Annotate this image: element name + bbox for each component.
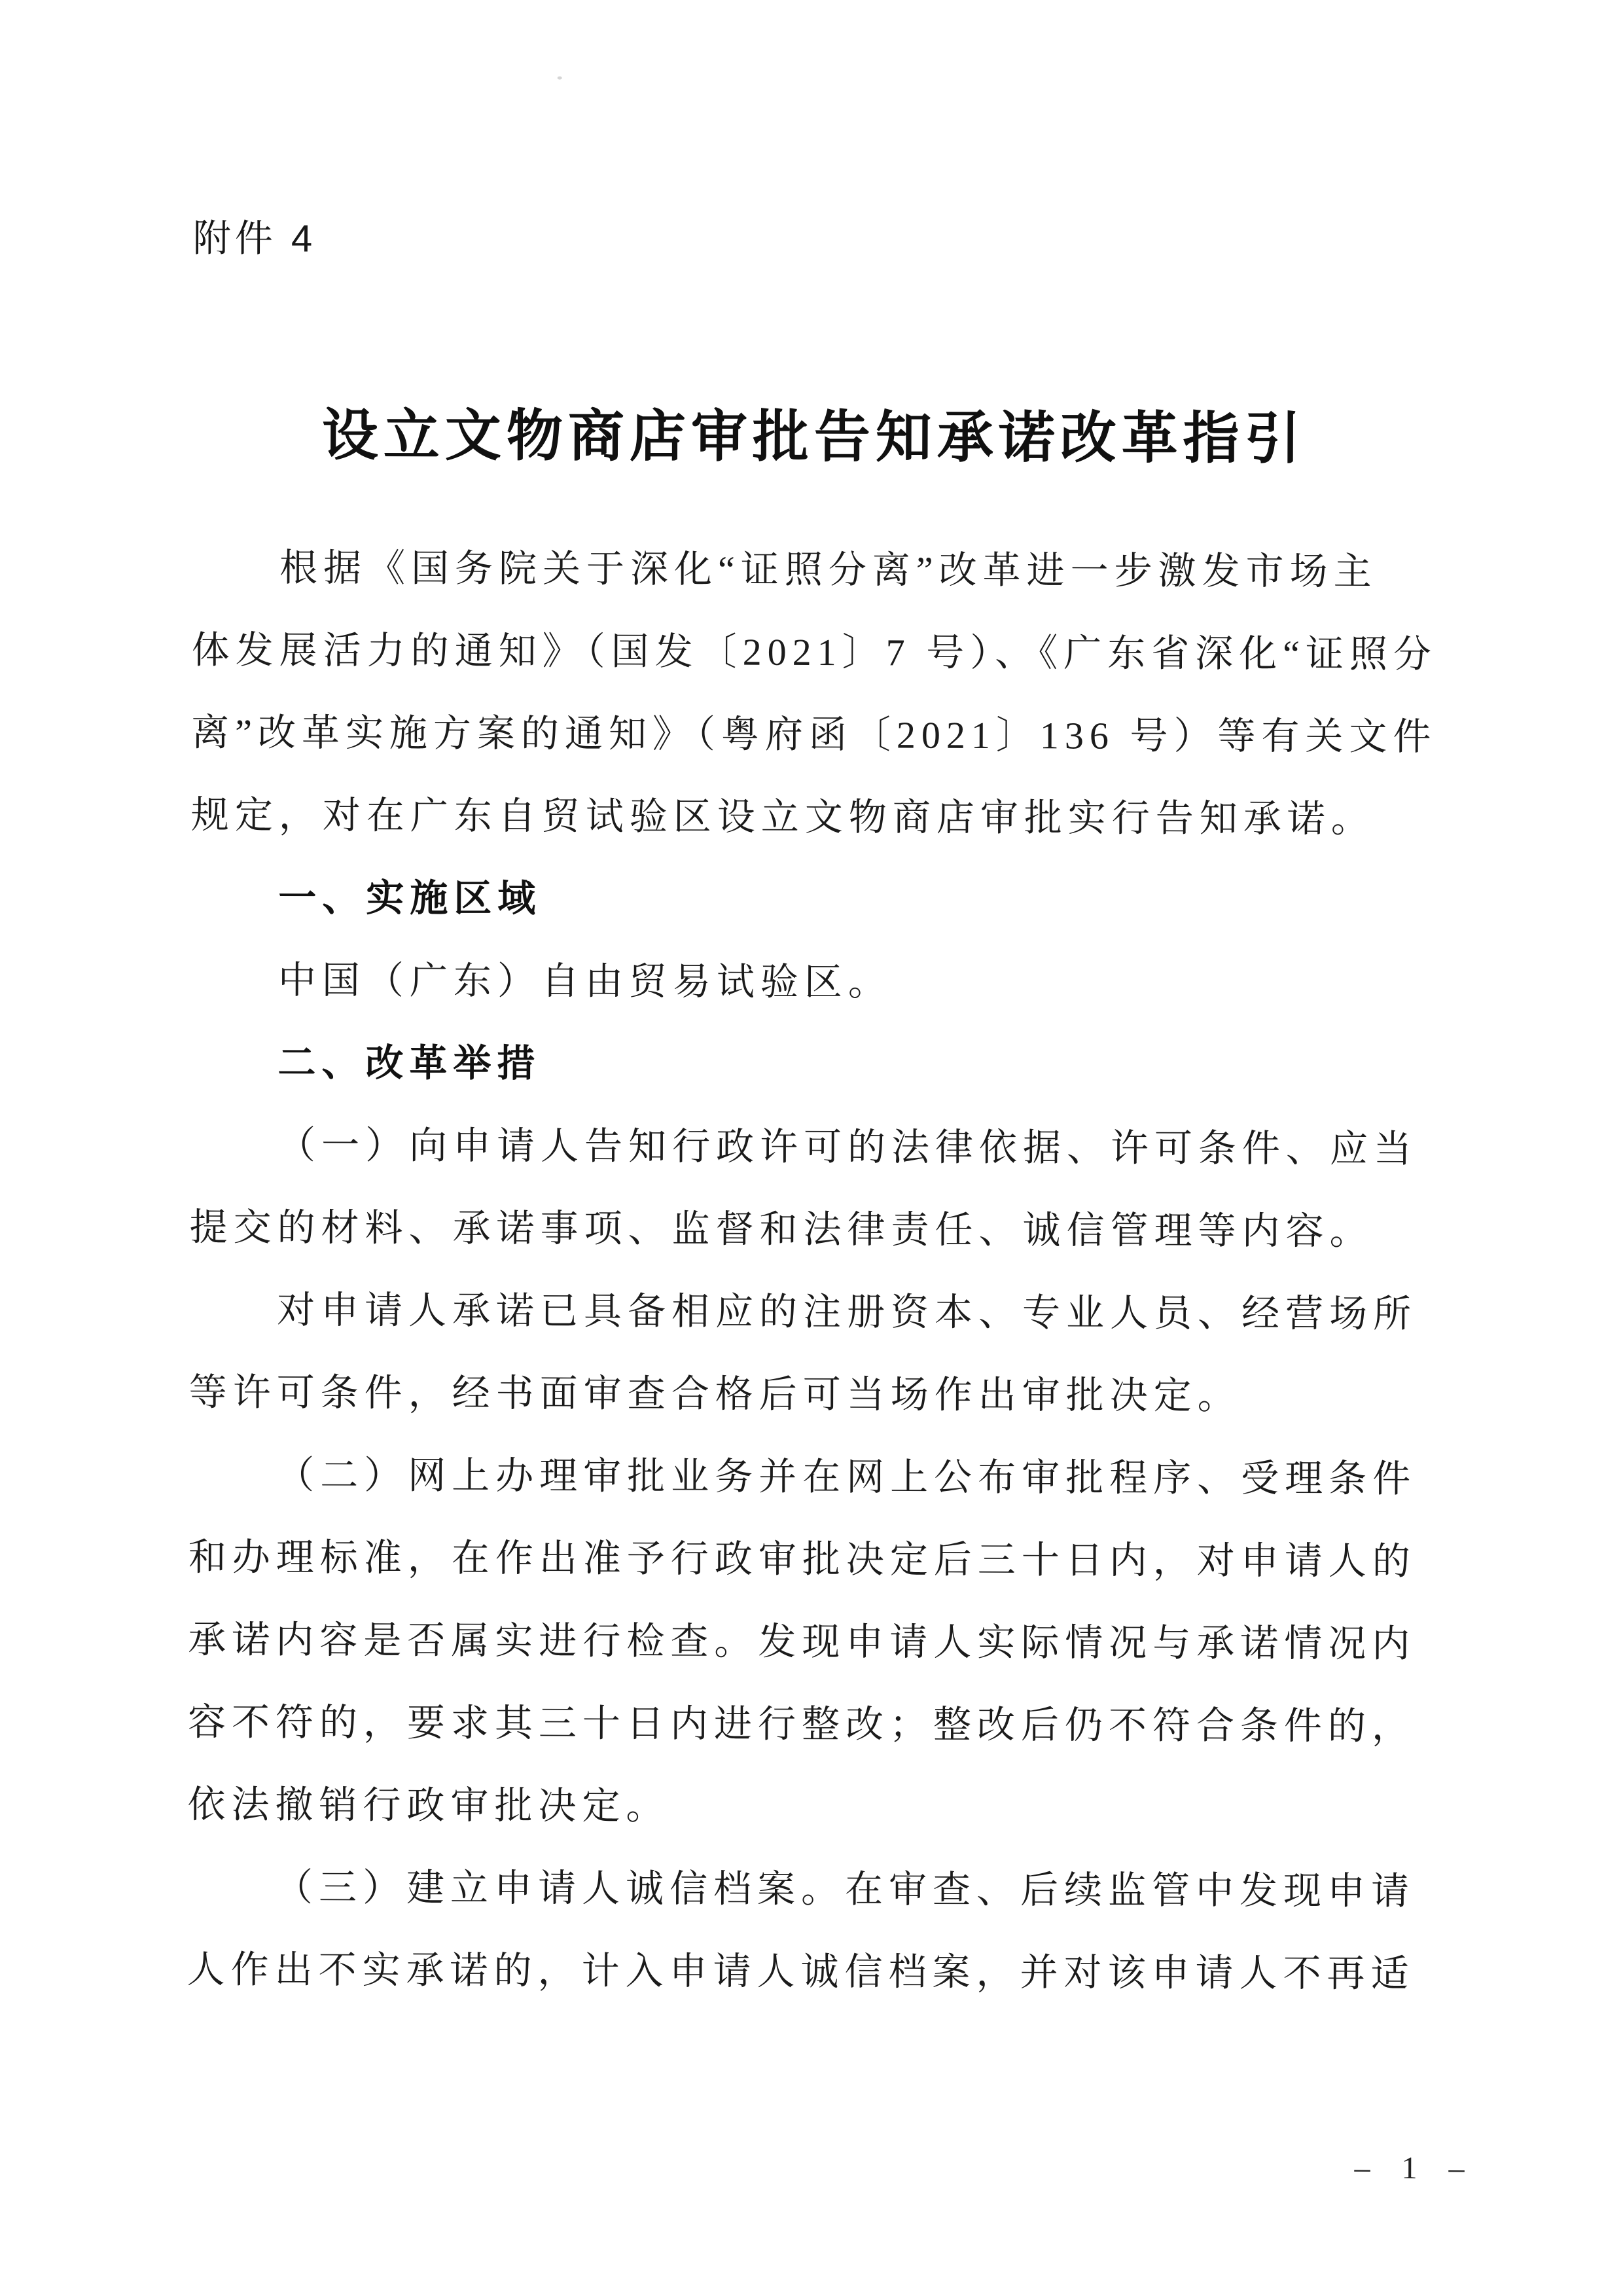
paragraph-line: 根据《国务院关于深化“证照分离”改革进一步激发市场主: [279, 547, 1378, 594]
paragraph-line: 承诺内容是否属实进行检查。发现申请人实际情况与承诺情况内: [188, 1618, 1416, 1666]
paragraph-line: 依法撤销行政审批决定。: [187, 1783, 670, 1828]
paragraph-line: 人作出不实承诺的，计入申请人诚信档案，并对该申请人不再适: [187, 1948, 1415, 1996]
paragraph-line: （一）向申请人告知行政许可的法律依据、许可条件、应当: [277, 1124, 1418, 1171]
attachment-label: 附件 4: [192, 217, 317, 260]
paragraph-line: 离”改革实施方案的通知》（粤府函〔2021〕136 号）等有关文件: [191, 711, 1437, 759]
paragraph-line: 对申请人承诺已具备相应的注册资本、专业人员、经营场所: [277, 1289, 1418, 1336]
paragraph-line: 提交的材料、承诺事项、监督和法律责任、诚信管理等内容。: [189, 1206, 1374, 1253]
paragraph-line: 和办理标准，在作出准予行政审批决定后三十日内，对申请人的: [188, 1535, 1416, 1583]
paragraph-line: （二）网上办理审批业务并在网上公布审批程序、受理条件: [276, 1454, 1417, 1501]
page-number: – 1 –: [1354, 2150, 1476, 2186]
paragraph-line: 规定，对在广东自贸试验区设立文物商店审批实行告知承诺。: [190, 793, 1375, 841]
document-body: [187, 527, 1438, 2016]
document-title: 设立文物商店审批告知承诺改革指引: [321, 403, 1306, 471]
paragraph-line: 中国（广东）自由贸易试验区。: [277, 959, 893, 1004]
paragraph-line: 容不符的，要求其三十日内进行整改；整改后仍不符合条件的，: [187, 1700, 1416, 1748]
paragraph-line: 等许可条件，经书面审查合格后可当场作出审批决定。: [188, 1371, 1241, 1418]
paragraph-line: 体发展活力的通知》（国发〔2021〕7 号）、《广东省深化“证照分: [191, 628, 1438, 676]
scan-artifact: [558, 77, 562, 80]
section-heading: 一、实施区域: [278, 876, 542, 920]
section-heading: 二、改革举措: [277, 1041, 541, 1085]
paragraph-line: （三）建立申请人诚信档案。在审查、后续监管中发现申请: [274, 1866, 1416, 1913]
